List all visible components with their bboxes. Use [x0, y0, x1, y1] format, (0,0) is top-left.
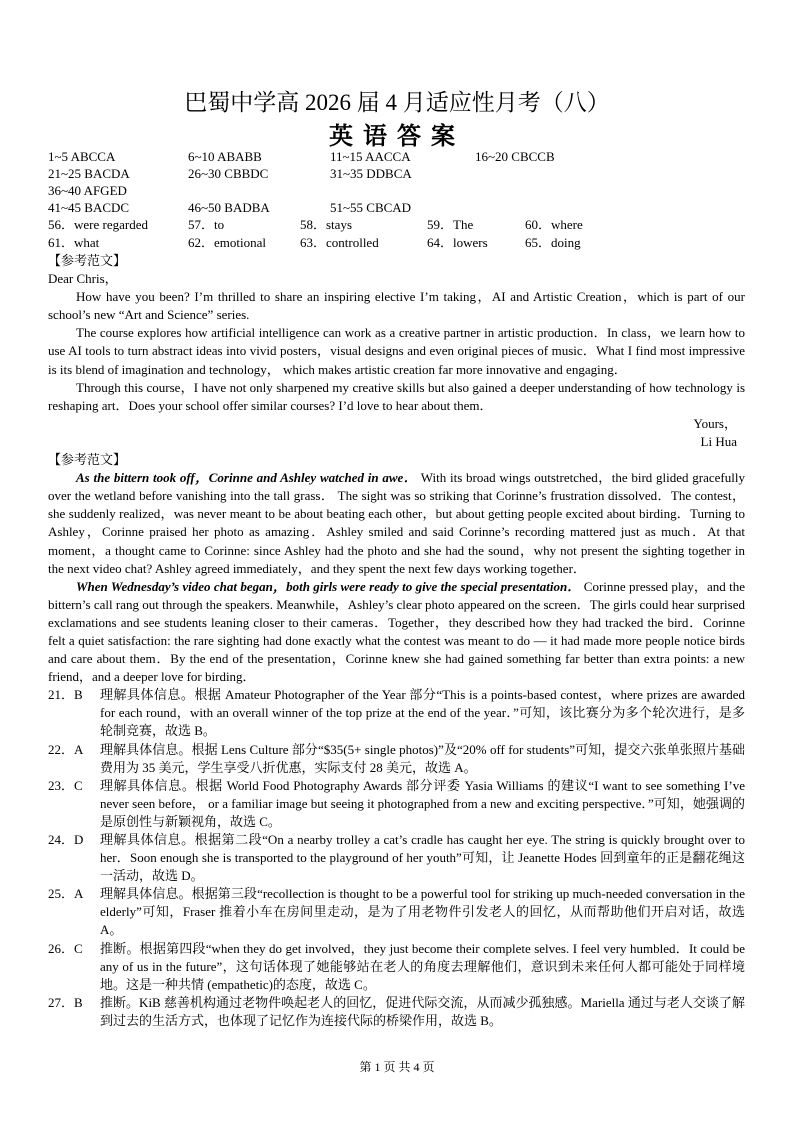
answer-item: 58．stays: [300, 217, 353, 232]
essay-paragraph: [48, 469, 745, 578]
explanation-text: 推断。KiB 慈善机构通过老物件唤起老人的回忆，促进代际交流，从而减少孤独感。Mariella 通过与老人交谈了解到过去的生活方式，也体现了记忆作为连接代际的桥梁作用，故选 B。: [100, 994, 745, 1028]
essay-paragraph: The course explores how artificial intelligence can work as a creative partner in artistic production．In class，we learn how to use AI tools to turn abstract ideas into vivid posters，visual designs and even original pieces of music．What I find most impressive is its blend of imagination and technology， which makes artistic creation far more innovative and engaging．: [48, 325, 745, 377]
answer-item: 64．lowers: [427, 235, 488, 250]
sample-essay-1: [48, 252, 745, 451]
question-answer: 27．B: [48, 994, 83, 1010]
sample-essay-2: [48, 451, 745, 686]
answer-key: [48, 148, 745, 252]
question-answer: 22．A: [48, 741, 84, 757]
answer-row: [48, 216, 745, 234]
answer-item: 61．what: [48, 235, 100, 250]
explanation-text: 推断。根据第四段“when they do get involved，they just become their complete selves. I feel very humbled．It could be any of us in the future”，这句话体现了她能够站在老人的角度去理解他们，意识到未来任何人都可能处于同样境地。这是一种共情 (empathetic)的态度，故选 C。: [100, 940, 745, 992]
question-answer: 23．C: [48, 777, 83, 793]
explanation-item: [48, 686, 745, 740]
document-title: 巴蜀中学高 2026 届 4 月适应性月考（八）: [184, 90, 610, 115]
answer-item: 60．where: [525, 217, 583, 232]
answer-group: 26~30 CBBDC: [188, 166, 269, 181]
answer-group: 21~25 BACDA: [48, 166, 130, 181]
signature: Li Hua: [700, 433, 737, 449]
paragraph-lead: When Wednesday’s video chat began，both girls were ready to give the special presentation．: [76, 578, 581, 594]
explanation-item: [48, 940, 745, 994]
question-answer: 26．C: [48, 940, 83, 956]
paragraph-lead: As the bittern took off，Corinne and Ashley watched in awe．: [76, 470, 418, 486]
explanation-item: [48, 831, 745, 885]
explanation-item: [48, 777, 745, 831]
answer-group: 31~35 DDBCA: [330, 166, 412, 181]
answer-group: 46~50 BADBA: [188, 200, 270, 215]
paragraph-text: Corinne pressed play，and the bittern’s call rang out through the speakers. Meanwhile，Ashley’s clear photo appeared on the screen．The girls could hear surprised exclamations and see students leaning closer to their cameras．Together，they described how they had tracked the bird．Corinne felt a quiet satisfaction: the rare sighting had done exactly what the contest was meant to do — it had made more people notice birds and care about them．By the end of the presentation，Corinne knew she had gained something far better than extra points: a new friend，and a deeper love for birding．: [48, 578, 746, 685]
salutation: Dear Chris，: [48, 271, 118, 287]
answer-group: 16~20 CBCCB: [475, 149, 555, 164]
answer-item: 65．doing: [525, 235, 581, 250]
section-heading: 【参考范文】: [48, 452, 127, 468]
document-body: [48, 148, 745, 1030]
explanation-item: [48, 994, 745, 1030]
paragraph-text: With its broad wings outstretched，the bird glided gracefully over the wetland before vanishing into the tall grass． The sight was so striking that Corinne’s frustration dissolved．The contest，she suddenly realized，was never meant to be about beating each other，but about getting people excited about birding．Turning to Ashley，Corinne praised her photo as amazing．Ashley smiled and said Corinne’s recording mattered just as much．At that moment，a thought came to Corinne: since Ashley had the photo and she had the sound，why not present the sighting together in the next video chat? Ashley agreed immediately，and they spent the next few days working together．: [48, 470, 745, 576]
answer-row: [48, 165, 745, 182]
question-answer: 24．D: [48, 832, 84, 847]
answer-group: 36~40 AFGED: [48, 183, 127, 198]
answer-group: 51~55 CBCAD: [330, 200, 412, 215]
answer-item: 63．controlled: [300, 235, 379, 250]
explanations: [48, 686, 745, 1030]
question-answer: 21．B: [48, 687, 83, 703]
explanation-text: 理解具体信息。根据第三段“recollection is thought to be a powerful tool for striking up much-needed conversation in the elderly”可知，Fraser 推着小车在房间里走动，是为了用老物件引发老人的回忆，从而帮助他们开启对话，故选 A。: [100, 886, 745, 938]
answer-group: 6~10 ABABB: [188, 149, 262, 164]
answer-group: 41~45 BACDC: [48, 200, 130, 215]
answer-row: [48, 199, 745, 216]
page-footer: 第 1 页 共 4 页: [359, 1060, 435, 1074]
explanation-item: [48, 885, 745, 939]
answer-item: 59．The: [427, 217, 474, 232]
answer-group: 11~15 AACCA: [330, 149, 411, 164]
explanation-text: 理解具体信息。根据第二段“On a nearby trolley a cat’s cradle has caught her eye. The string is quickly brought over to her．Soon enough she is transported to the playground of her youth”可知，让 Jeanette Hodes 回到童年的正是翻花绳这一活动，故选 D。: [100, 832, 745, 884]
closing: Yours，: [693, 415, 737, 431]
answer-row: [48, 182, 745, 199]
question-answer: 25．A: [48, 886, 84, 902]
explanation-text: 理解具体信息。根据 Lens Culture 部分“$35(5+ single photos)”及“20% off for students”可知，提交六张单张照片基础费用为 35 美元，学生享受八折优惠，实际支付 28 美元，故选 A。: [100, 741, 745, 775]
answer-group: 1~5 ABCCA: [48, 149, 116, 164]
document-subtitle: 英语答案: [329, 124, 465, 150]
answer-row: [48, 234, 745, 252]
essay-paragraph: How have you been? I’m thrilled to share an inspiring elective I’m taking，AI and Artistic Creation，which is part of our school’s new “Art and Science” series.: [48, 289, 745, 323]
essay-paragraph: Through this course，I have not only sharpened my creative skills but also gained a deeper understanding of how technology is reshaping art．Does your school offer similar courses? I’d love to hear about them．: [48, 379, 745, 413]
explanation-item: [48, 741, 745, 777]
explanation-text: 理解具体信息。根据 Amateur Photographer of the Year 部分“This is a points-based contest，where prizes are awarded for each round，with an overall winner of the top prize at the end of the year．”可知，该比赛分为多个轮次进行，是多轮制竞赛，故选 B。: [100, 687, 745, 739]
answer-item: 62．emotional: [188, 235, 266, 250]
answer-row: [48, 148, 745, 165]
explanation-text: 理解具体信息。根据 World Food Photography Awards 部分评委 Yasia Williams 的建议“I want to see something I’ve never seen before， or a familiar image but seeing it photographed from a new and exciting perspective．”可知，她强调的是原创性与新颖视角，故选 C。: [100, 777, 745, 829]
answer-item: 57．to: [188, 217, 225, 232]
essay-paragraph: [48, 578, 745, 687]
answer-item: 56．were regarded: [48, 217, 148, 232]
section-heading: 【参考范文】: [48, 253, 127, 268]
